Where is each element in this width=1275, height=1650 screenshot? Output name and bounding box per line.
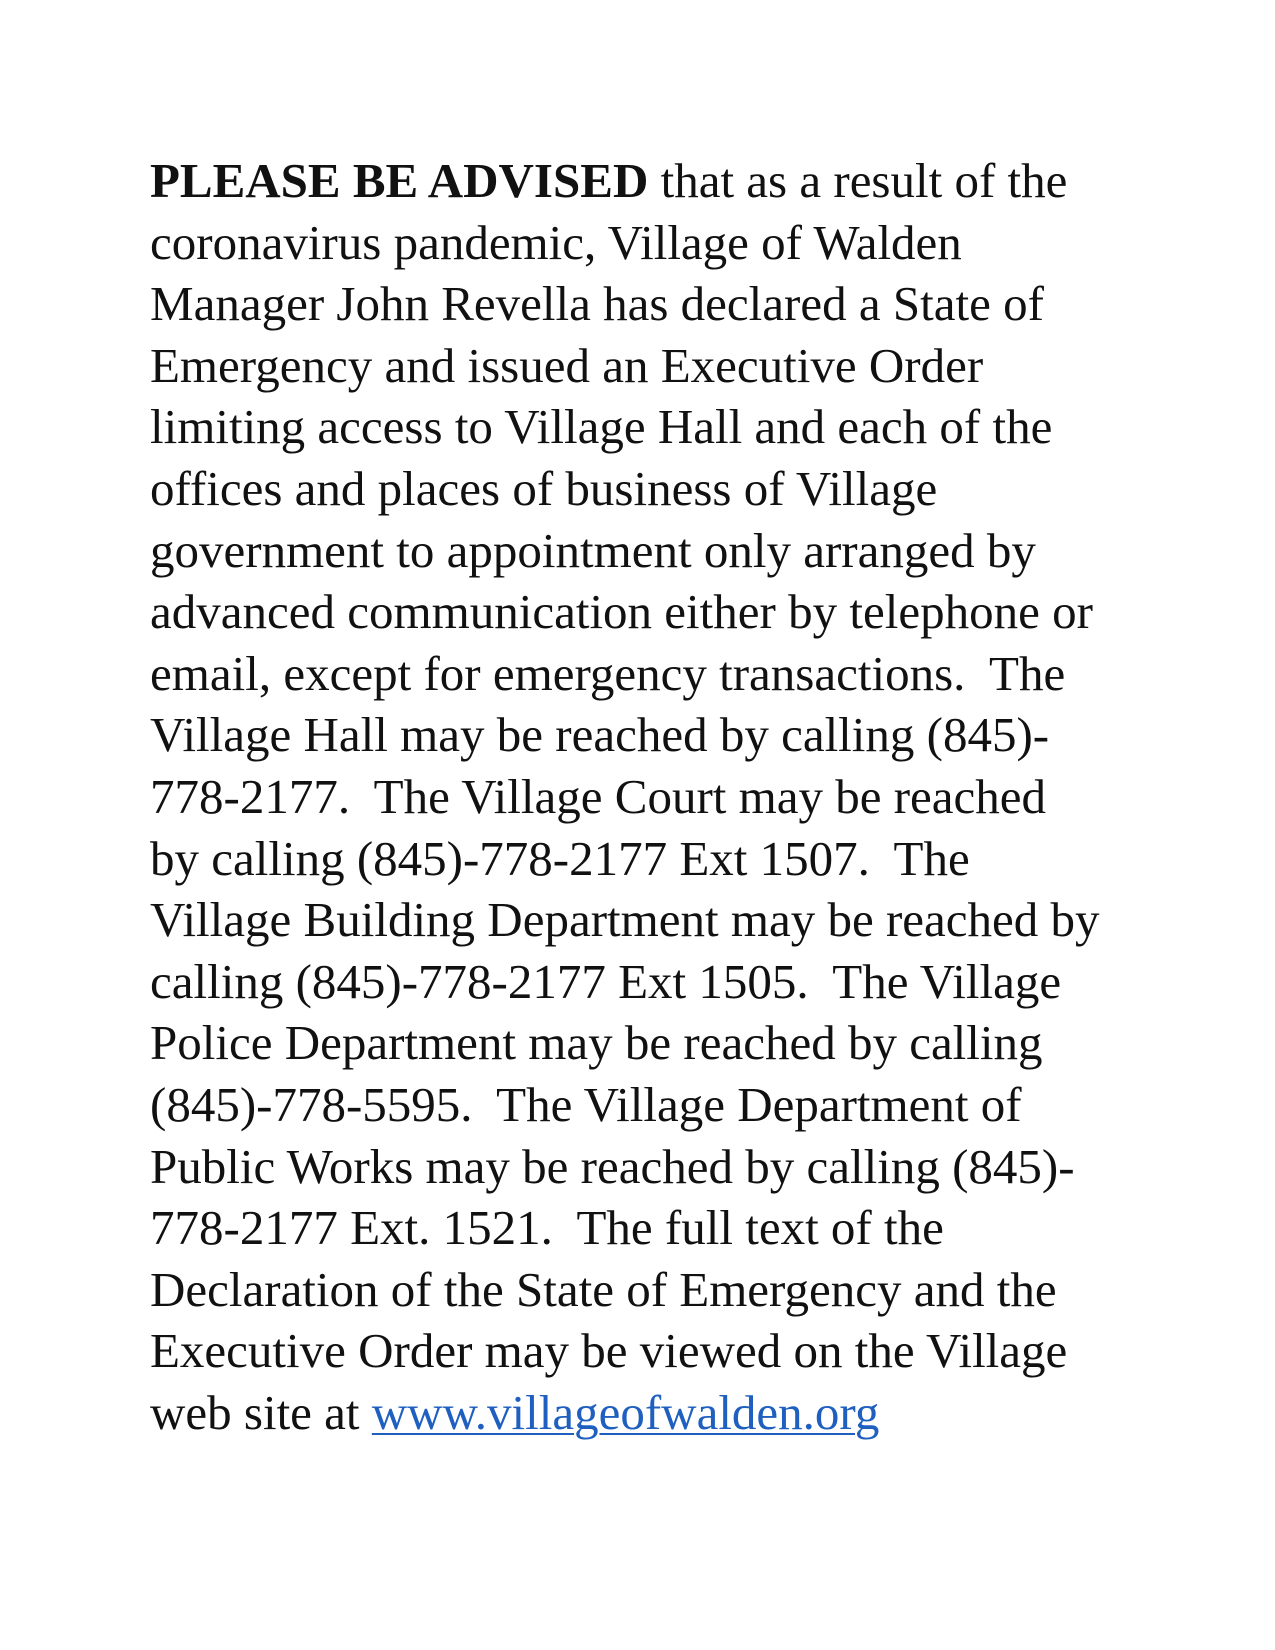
notice-line: by calling (845)-778-2177 Ext 1507. The xyxy=(150,830,970,886)
notice-line: Village Hall may be reached by calling (845)- xyxy=(150,707,1050,763)
notice-line: offices and places of business of Village xyxy=(150,460,938,516)
notice-line: email, except for emergency transactions. The xyxy=(150,645,1066,701)
notice-line: 778-2177 Ext. 1521. The full text of the xyxy=(150,1200,944,1256)
notice-line: Executive Order may be viewed on the Village xyxy=(150,1323,1068,1379)
notice-line: coronavirus pandemic, Village of Walden xyxy=(150,214,962,270)
notice-line: Village Building Department may be reached by xyxy=(150,892,1100,948)
emergency-notice xyxy=(150,150,1150,1443)
notice-line: Police Department may be reached by calling xyxy=(150,1015,1043,1071)
notice-line: 778-2177. The Village Court may be reached xyxy=(150,768,1047,824)
notice-text: that as a result of the xyxy=(648,153,1068,208)
notice-line: government to appointment only arranged by xyxy=(150,522,1036,578)
notice-line: Manager John Revella has declared a State of xyxy=(150,276,1044,332)
notice-line-last xyxy=(150,1382,1150,1444)
notice-line: Emergency and issued an Executive Order xyxy=(150,337,984,393)
village-website-link[interactable]: www.villageofwalden.org xyxy=(371,1384,880,1440)
notice-line: limiting access to Village Hall and each of the xyxy=(150,399,1053,455)
notice-line-1 xyxy=(150,150,1150,212)
web-site-prefix: web site at xyxy=(150,1384,372,1440)
notice-line: Declaration of the State of Emergency and the xyxy=(150,1261,1057,1317)
notice-line: advanced communication either by telephone or xyxy=(150,584,1093,640)
notice-line: calling (845)-778-2177 Ext 1505. The Village xyxy=(150,953,1062,1009)
notice-line: (845)-778-5595. The Village Department of xyxy=(150,1076,1022,1132)
notice-line: Public Works may be reached by calling (845)- xyxy=(150,1138,1075,1194)
notice-lead: PLEASE BE ADVISED xyxy=(150,153,649,208)
